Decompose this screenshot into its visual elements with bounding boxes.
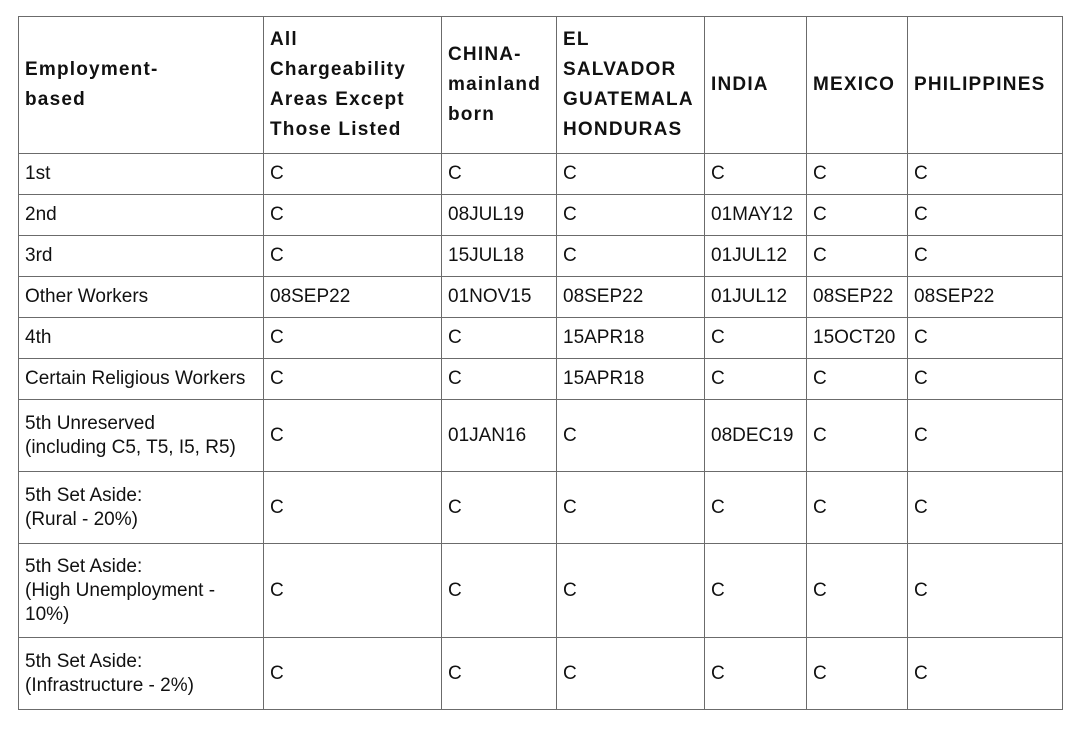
table-cell: 08SEP22 — [557, 277, 705, 318]
table-cell: C — [908, 472, 1063, 544]
visa-bulletin-table-container — [18, 16, 1063, 710]
table-cell: C — [557, 400, 705, 472]
table-cell: 08JUL19 — [442, 195, 557, 236]
table-cell: C — [557, 154, 705, 195]
table-cell: C — [557, 472, 705, 544]
table-cell: C — [908, 359, 1063, 400]
table-cell: C — [705, 472, 807, 544]
table-cell: 01JAN16 — [442, 400, 557, 472]
header-philippines: PHILIPPINES — [908, 17, 1063, 154]
row-label: 5th Set Aside: (High Unemployment - 10%) — [19, 544, 264, 638]
table-row — [19, 154, 1063, 195]
table-row — [19, 277, 1063, 318]
row-label: 4th — [19, 318, 264, 359]
table-cell: 01JUL12 — [705, 236, 807, 277]
table-cell: C — [705, 638, 807, 710]
table-cell: C — [442, 318, 557, 359]
table-cell: 01NOV15 — [442, 277, 557, 318]
table-row — [19, 359, 1063, 400]
table-cell: C — [442, 544, 557, 638]
table-cell: 08SEP22 — [908, 277, 1063, 318]
table-cell: C — [264, 638, 442, 710]
table-cell: C — [705, 544, 807, 638]
table-cell: C — [705, 318, 807, 359]
table-cell: C — [807, 638, 908, 710]
table-cell: C — [807, 236, 908, 277]
table-cell: 15OCT20 — [807, 318, 908, 359]
table-row — [19, 318, 1063, 359]
row-label: 5th Set Aside: (Infrastructure - 2%) — [19, 638, 264, 710]
table-cell: C — [442, 638, 557, 710]
table-row — [19, 638, 1063, 710]
table-cell: C — [264, 318, 442, 359]
table-cell: C — [807, 544, 908, 638]
table-cell: C — [807, 154, 908, 195]
table-cell: C — [264, 236, 442, 277]
table-cell: C — [908, 400, 1063, 472]
table-cell: 01JUL12 — [705, 277, 807, 318]
table-cell: C — [908, 318, 1063, 359]
table-row — [19, 236, 1063, 277]
table-cell: 08DEC19 — [705, 400, 807, 472]
table-row — [19, 400, 1063, 472]
header-row — [19, 17, 1063, 154]
table-cell: C — [557, 544, 705, 638]
row-label: Other Workers — [19, 277, 264, 318]
header-employment-based: Employment- based — [19, 17, 264, 154]
header-india: INDIA — [705, 17, 807, 154]
header-all-chargeability: All Chargeability Areas Except Those Listed — [264, 17, 442, 154]
row-label: 1st — [19, 154, 264, 195]
row-label: 5th Unreserved (including C5, T5, I5, R5) — [19, 400, 264, 472]
table-cell: C — [807, 472, 908, 544]
table-cell: C — [807, 359, 908, 400]
table-row — [19, 472, 1063, 544]
table-cell: C — [264, 154, 442, 195]
table-cell: 08SEP22 — [264, 277, 442, 318]
row-label: 5th Set Aside: (Rural - 20%) — [19, 472, 264, 544]
table-cell: C — [807, 400, 908, 472]
table-cell: C — [264, 544, 442, 638]
table-cell: C — [557, 236, 705, 277]
table-cell: C — [705, 359, 807, 400]
table-cell: C — [807, 195, 908, 236]
table-cell: C — [908, 544, 1063, 638]
table-cell: 15JUL18 — [442, 236, 557, 277]
table-cell: C — [264, 472, 442, 544]
table-cell: C — [264, 195, 442, 236]
table-cell: C — [264, 400, 442, 472]
table-cell: 08SEP22 — [807, 277, 908, 318]
row-label: Certain Religious Workers — [19, 359, 264, 400]
table-cell: 15APR18 — [557, 318, 705, 359]
table-cell: C — [442, 472, 557, 544]
header-mexico: MEXICO — [807, 17, 908, 154]
table-cell: C — [442, 154, 557, 195]
table-cell: C — [442, 359, 557, 400]
table-cell: C — [557, 638, 705, 710]
table-row — [19, 195, 1063, 236]
row-label: 2nd — [19, 195, 264, 236]
table-cell: 01MAY12 — [705, 195, 807, 236]
table-row — [19, 544, 1063, 638]
table-cell: C — [908, 154, 1063, 195]
employment-based-priority-dates-table — [18, 16, 1063, 710]
table-cell: C — [908, 236, 1063, 277]
table-cell: C — [908, 638, 1063, 710]
header-el-salvador-guatemala-honduras: EL SALVADOR GUATEMALA HONDURAS — [557, 17, 705, 154]
table-cell: 15APR18 — [557, 359, 705, 400]
table-cell: C — [264, 359, 442, 400]
table-cell: C — [557, 195, 705, 236]
table-cell: C — [908, 195, 1063, 236]
table-cell: C — [705, 154, 807, 195]
header-china: CHINA- mainland born — [442, 17, 557, 154]
row-label: 3rd — [19, 236, 264, 277]
